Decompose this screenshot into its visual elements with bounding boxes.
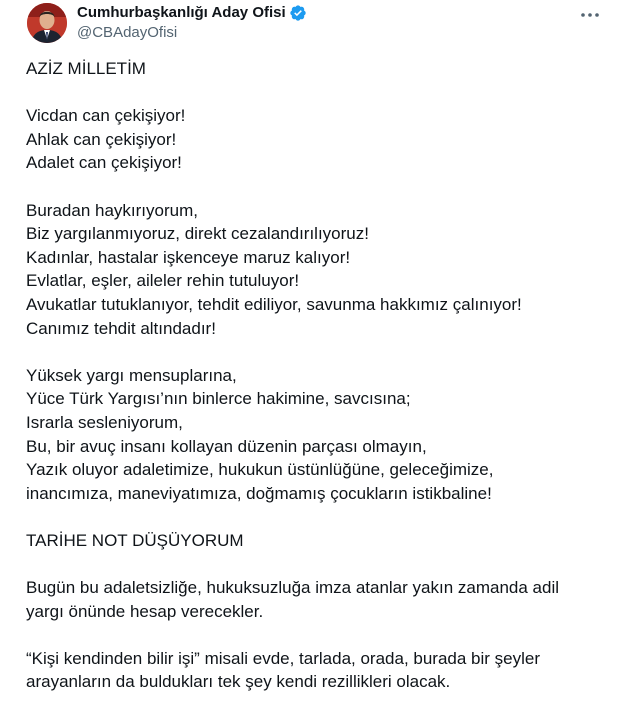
tweet-heading: AZİZ MİLLETİM — [26, 59, 146, 78]
tweet-line: Vicdan can çekişiyor! — [26, 106, 186, 126]
tweet-header — [27, 3, 608, 43]
more-options-button[interactable] — [578, 5, 602, 25]
verified-badge-icon — [289, 4, 307, 22]
tweet-line: Yazık oluyor adaletimize, hukukun üstünlüğüne, geleceğimize, — [26, 460, 494, 480]
tweet-line: Avukatlar tutuklanıyor, tehdit ediliyor, savunma hakkımız çalınıyor! — [26, 294, 522, 314]
tweet-line: inancımıza, maneviyatımıza, doğmamış çocukların istikbaline! — [26, 483, 492, 503]
more-dots-icon — [580, 12, 600, 18]
tweet-line: Israrla sesleniyorum, — [26, 412, 183, 432]
tweet-paragraph: Bugün bu adaletsizliğe, hukuksuzluğa imza atanlar yakın zamanda adil yargı önünde hesap verecekler. — [26, 578, 559, 621]
tweet-line: Kadınlar, hastalar işkenceye maruz kalıyor! — [26, 247, 351, 267]
tweet-text — [26, 57, 596, 694]
tweet-line: Adalet can çekişiyor! — [26, 153, 182, 173]
tweet-line: Yüce Türk Yargısı’nın binlerce hakimine, savcısına; — [26, 389, 411, 409]
tweet-line: Ahlak can çekişiyor! — [26, 129, 177, 149]
tweet-heading: TARİHE NOT DÜŞÜYORUM — [26, 530, 244, 550]
tweet-line: Biz yargılanmıyoruz, direkt cezalandırılıyoruz! — [26, 224, 369, 244]
tweet-line: Buradan haykırıyorum, — [26, 200, 198, 220]
account-info — [77, 3, 307, 43]
tweet-line: Bu, bir avuç insanı kollayan düzenin parçası olmayın, — [26, 436, 427, 456]
avatar-portrait-icon — [27, 3, 67, 43]
display-name[interactable]: Cumhurbaşkanlığı Aday Ofisi — [77, 4, 286, 21]
avatar[interactable] — [27, 3, 67, 43]
tweet-line: Canımız tehdit altındadır! — [26, 318, 216, 338]
tweet-line: Yüksek yargı mensuplarına, — [26, 365, 237, 385]
tweet-line: Evlatlar, eşler, aileler rehin tutuluyor! — [26, 271, 300, 291]
tweet-paragraph: “Kişi kendinden bilir işi” misali evde, tarlada, orada, burada bir şeyler arayanların da buldukları tek şey kendi rezillikleri olacak. — [26, 648, 541, 692]
account-handle[interactable]: @CBAdayOfisi — [77, 24, 178, 41]
